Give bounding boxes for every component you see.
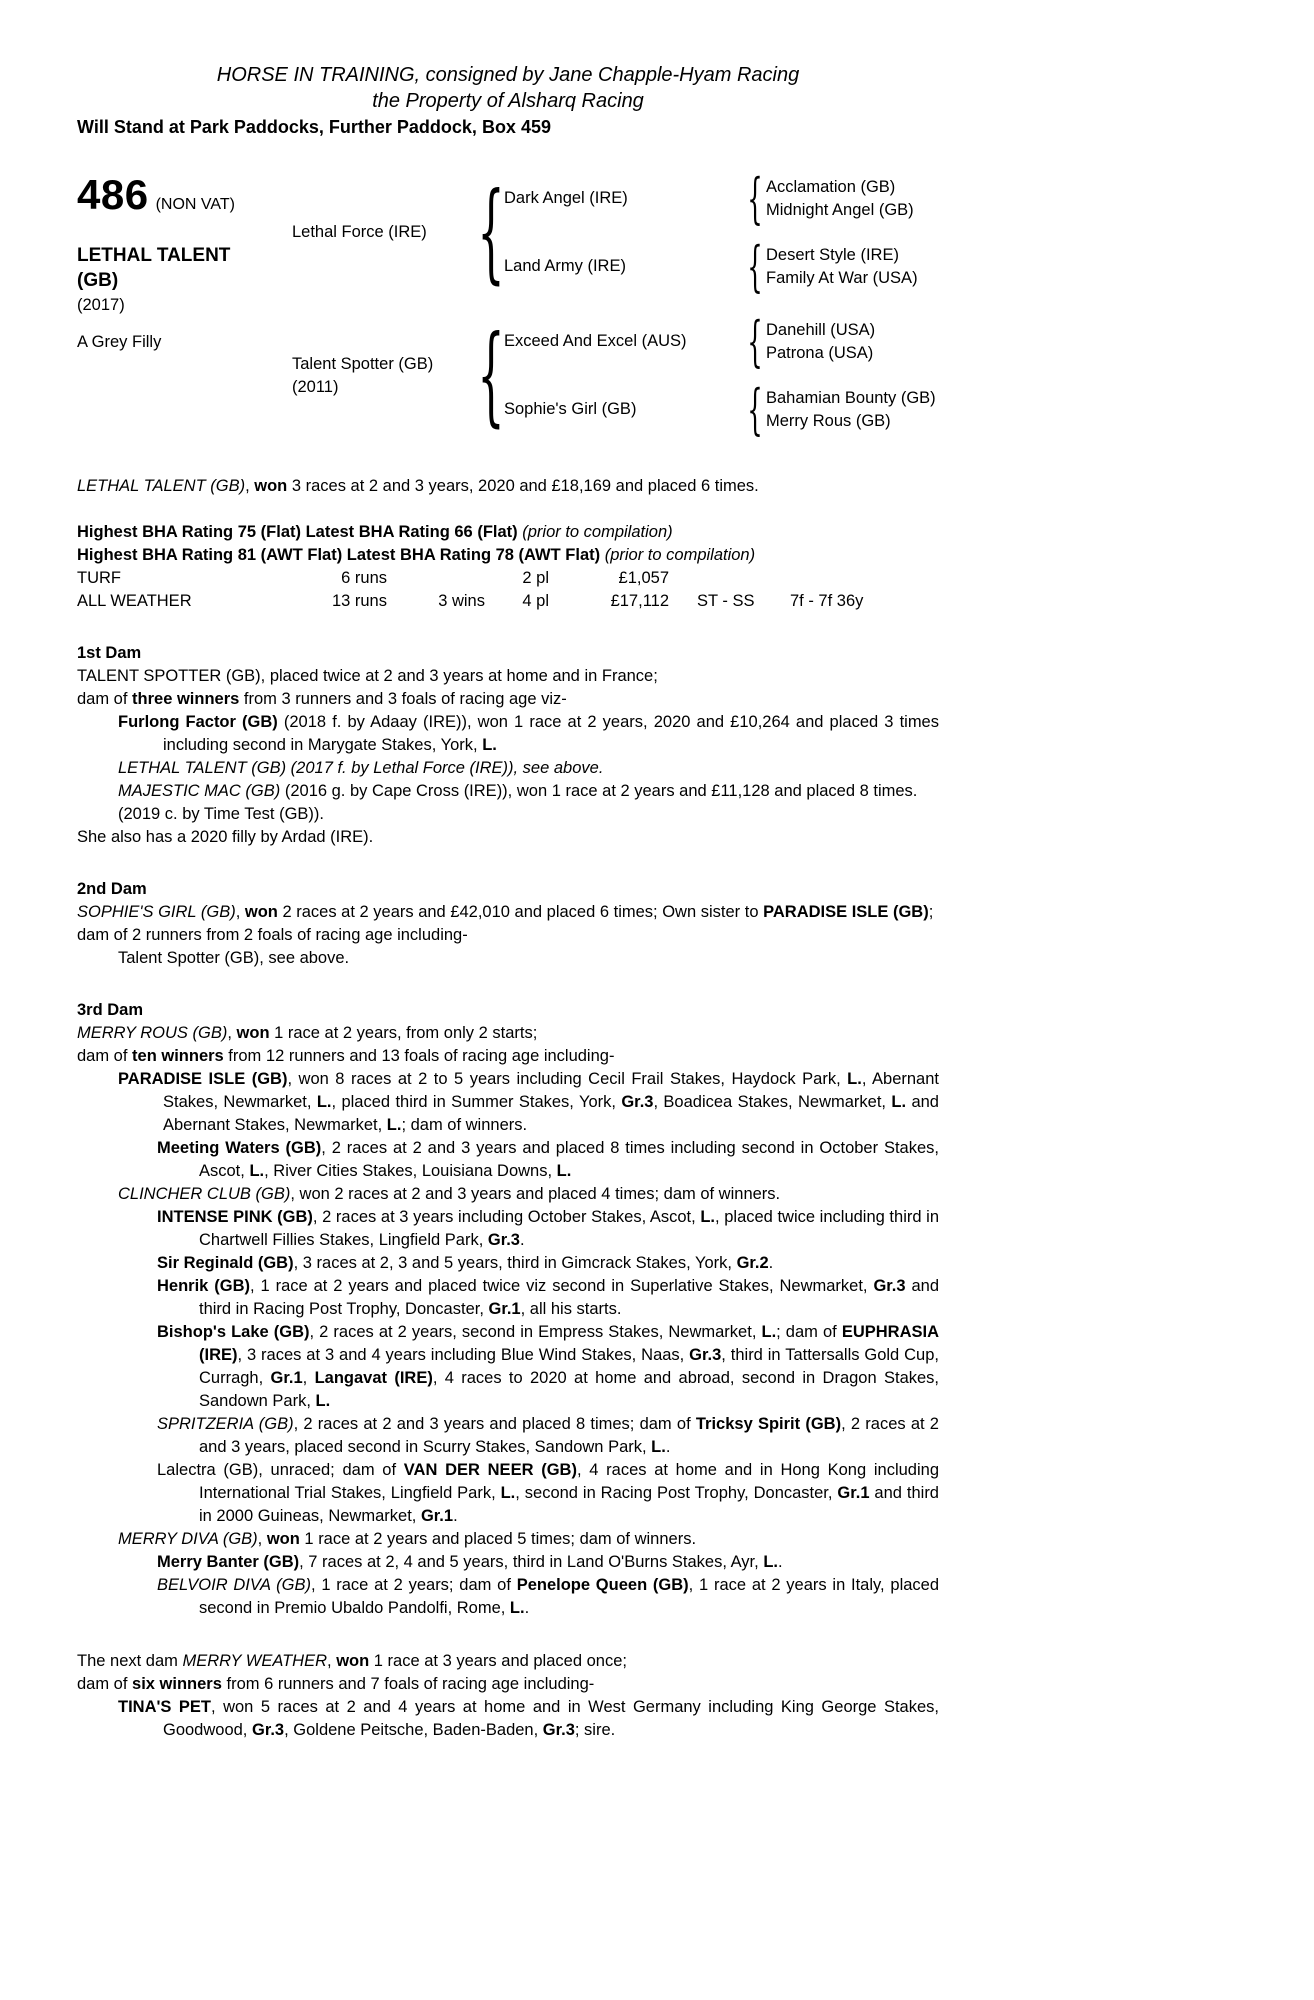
- dam-produce-intro: dam of six winners from 6 runners and 7 foals of racing age including-: [77, 1675, 595, 1693]
- stand-location-line: Will Stand at Park Paddocks, Further Paddock, Box 459: [77, 117, 551, 137]
- brace-icon: [750, 167, 760, 230]
- ancestor-name: Acclamation (GB): [766, 177, 896, 196]
- dam-name: Talent Spotter (GB): [292, 354, 434, 373]
- sire-sire-name: Dark Angel (IRE): [504, 189, 628, 207]
- brace-icon: [486, 170, 496, 295]
- dam-summary: SOPHIE'S GIRL (GB), won 2 races at 2 years and £42,010 and placed 6 times; Own sister to PARADISE ISLE (GB);: [77, 903, 934, 921]
- vat-status: (NON VAT): [155, 196, 235, 213]
- dam-dam-branch: [504, 378, 936, 441]
- dam-half: [292, 310, 939, 441]
- sire-half: [292, 167, 939, 298]
- dam-foaling-year: (2011): [292, 377, 339, 396]
- produce-entry: Sir Reginald (GB), 3 races at 2, 3 and 5 years, third in Gimcrack Stakes, York, Gr.2.: [157, 1254, 774, 1272]
- going-range: [669, 567, 789, 590]
- brace-icon: [750, 378, 760, 441]
- produce-entry: MERRY DIVA (GB), won 1 race at 2 years and placed 5 times; dam of winners.: [118, 1530, 697, 1548]
- page-header: [77, 62, 939, 139]
- produce-entry: Bishop's Lake (GB), 2 races at 2 years, second in Empress Stakes, Newmarket, L.; dam of EUPHRASIA (IRE), 3 races at 3 and 4 years including Blue Wind Stakes, Naas, Gr.3, third in Tattersalls Gold Cup, Curragh, Gr.1, Langavat (IRE), 4 races to 2020 at home and abroad, second in Dragon Stakes, Sandown Park, L.: [157, 1323, 940, 1410]
- first-dam-heading: 1st Dam: [77, 644, 142, 662]
- race-record-table: [77, 567, 939, 613]
- going-range: ST - SS: [697, 592, 755, 610]
- produce-entry: Henrik (GB), 1 race at 2 years and placed twice viz second in Superlative Stakes, Newmarket, Gr.3 and third in Racing Post Trophy, Doncaster, Gr.1, all his starts.: [157, 1277, 939, 1318]
- dam-dam-name: Sophie's Girl (GB): [504, 400, 637, 418]
- dam-summary: TALENT SPOTTER (GB), placed twice at 2 and 3 years at home and in France;: [77, 667, 658, 685]
- brace-icon: [750, 310, 760, 373]
- ancestor-name: Patrona (USA): [766, 343, 874, 362]
- dam-sire-branch: [504, 310, 936, 373]
- third-dam-heading: 3rd Dam: [77, 1001, 144, 1019]
- sire-sire-branch: [504, 167, 918, 230]
- property-line: the Property of Alsharq Racing: [372, 90, 644, 112]
- ancestor-name: Family At War (USA): [766, 268, 918, 287]
- runs-value: 13 runs: [331, 592, 387, 610]
- ancestor-name: Desert Style (IRE): [766, 245, 899, 264]
- sire-dam-branch: [504, 235, 918, 298]
- bha-rating-awt: Highest BHA Rating 81 (AWT Flat) Latest BHA Rating 78 (AWT Flat) (prior to compilation): [77, 546, 756, 564]
- produce-entry: Furlong Factor (GB) (2018 f. by Adaay (IRE)), won 1 race at 2 years, 2020 and £10,264 and placed 3 times including second in Marygate Stakes, York, L.: [118, 713, 939, 754]
- ancestor-name: Midnight Angel (GB): [766, 200, 914, 219]
- pedigree-block: [77, 171, 939, 441]
- lot-number: 486: [77, 171, 149, 218]
- produce-entry: CLINCHER CLUB (GB), won 2 races at 2 and 3 years and placed 4 times; dam of winners.: [118, 1185, 781, 1203]
- runs-value: 6 runs: [341, 569, 387, 587]
- produce-entry: SPRITZERIA (GB), 2 races at 2 and 3 years and placed 8 times; dam of Tricksy Spirit (GB), 2 races at 2 and 3 years, placed second in Scurry Stakes, Sandown Park, L..: [157, 1415, 939, 1456]
- dam-produce-intro: dam of three winners from 3 runners and 3 foals of racing age viz-: [77, 690, 567, 708]
- lot-column: [77, 171, 292, 441]
- pedigree-tree: [292, 167, 939, 441]
- next-dam-summary: The next dam MERRY WEATHER, won 1 race at 3 years and placed once;: [77, 1652, 627, 1670]
- produce-entry: PARADISE ISLE (GB), won 8 races at 2 to 5 years including Cecil Frail Stakes, Haydock Park, L., Abernant Stakes, Newmarket, L., placed third in Summer Stakes, York, Gr.3, Boadicea Stakes, Newmarket, L. and Abernant Stakes, Newmarket, L.; dam of winners.: [118, 1070, 939, 1134]
- earnings-value: £1,057: [618, 569, 669, 587]
- wins-value: 3 wins: [438, 592, 485, 610]
- produce-note: She also has a 2020 filly by Ardad (IRE).: [77, 828, 374, 846]
- consignor-line: HORSE IN TRAINING, consigned by Jane Chapple-Hyam Racing: [216, 64, 800, 86]
- produce-entry: LETHAL TALENT (GB) (2017 f. by Lethal Force (IRE)), see above.: [118, 759, 604, 777]
- horse-name: LETHAL TALENT (GB): [77, 245, 231, 291]
- sire-block: [292, 221, 478, 244]
- produce-entry: TINA'S PET, won 5 races at 2 and 4 years at home and in West Germany including King George Stakes, Goodwood, Gr.3, Goldene Peitsche, Baden-Baden, Gr.3; sire.: [118, 1698, 939, 1739]
- wins-value: [387, 567, 485, 590]
- surface-label: TURF: [77, 569, 121, 587]
- race-summary: LETHAL TALENT (GB), won 3 races at 2 and 3 years, 2020 and £18,169 and placed 6 times.: [77, 477, 759, 495]
- produce-entry: Talent Spotter (GB), see above.: [118, 949, 350, 967]
- dam-produce-intro: dam of 2 runners from 2 foals of racing age including-: [77, 926, 468, 944]
- race-record-section: [77, 475, 939, 567]
- table-row: [77, 590, 939, 613]
- second-dam-heading: 2nd Dam: [77, 880, 147, 898]
- produce-entry: INTENSE PINK (GB), 2 races at 3 years including October Stakes, Ascot, L., placed twice including third in Chartwell Fillies Stakes, Lingfield Park, Gr.3.: [157, 1208, 939, 1249]
- produce-entry: MAJESTIC MAC (GB) (2016 g. by Cape Cross (IRE)), won 1 race at 2 years and £11,128 and placed 8 times.: [118, 782, 918, 800]
- dam-sections: [77, 642, 939, 1742]
- produce-entry: (2019 c. by Time Test (GB)).: [118, 805, 325, 823]
- horse-description: A Grey Filly: [77, 333, 162, 351]
- produce-entry: Merry Banter (GB), 7 races at 2, 4 and 5 years, third in Land O'Burns Stakes, Ayr, L..: [157, 1553, 783, 1571]
- sire-dam-name: Land Army (IRE): [504, 257, 626, 275]
- dam-block: [292, 353, 478, 399]
- earnings-value: £17,112: [610, 592, 669, 610]
- dam-sire-name: Exceed And Excel (AUS): [504, 332, 687, 350]
- distance-range: 7f - 7f 36y: [790, 592, 864, 610]
- dam-summary: MERRY ROUS (GB), won 1 race at 2 years, from only 2 starts;: [77, 1024, 538, 1042]
- distance-range: [789, 567, 790, 590]
- bha-rating-flat: Highest BHA Rating 75 (Flat) Latest BHA Rating 66 (Flat) (prior to compilation): [77, 523, 673, 541]
- brace-icon: [750, 235, 760, 298]
- brace-icon: [486, 313, 496, 438]
- ancestor-name: Bahamian Bounty (GB): [766, 388, 936, 407]
- ancestor-name: Danehill (USA): [766, 320, 876, 339]
- surface-label: ALL WEATHER: [77, 592, 192, 610]
- dam-produce-intro: dam of ten winners from 12 runners and 13 foals of racing age including-: [77, 1047, 615, 1065]
- produce-entry: Lalectra (GB), unraced; dam of VAN DER NEER (GB), 4 races at home and in Hong Kong including International Trial Stakes, Lingfield Park, L., second in Racing Post Trophy, Doncaster, Gr.1 and third in 2000 Guineas, Newmarket, Gr.1.: [157, 1461, 940, 1525]
- sire-name: Lethal Force (IRE): [292, 223, 427, 241]
- horse-foaling-year: (2017): [77, 296, 125, 314]
- produce-entry: BELVOIR DIVA (GB), 1 race at 2 years; dam of Penelope Queen (GB), 1 race at 2 years in Italy, placed second in Premio Ubaldo Pandolfi, Rome, L..: [157, 1576, 940, 1617]
- produce-entry: Meeting Waters (GB), 2 races at 2 and 3 years and placed 8 times including second in October Stakes, Ascot, L., River Cities Stakes, Louisiana Downs, L.: [157, 1139, 939, 1180]
- places-value: 4 pl: [522, 592, 549, 610]
- places-value: 2 pl: [522, 569, 549, 587]
- ancestor-name: Merry Rous (GB): [766, 411, 891, 430]
- table-row: [77, 567, 939, 590]
